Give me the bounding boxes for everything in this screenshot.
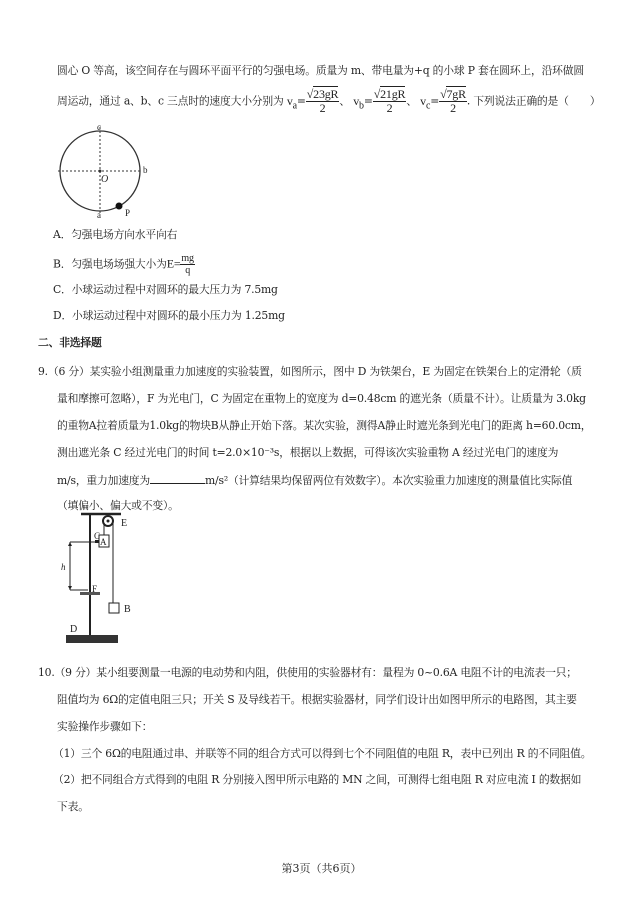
q9-line: 的重物A拉着质量为1.0kg的物块B从静止开始下落。某次实验，测得A静止时遮光条到光电门的距离 h=60.0cm， [57, 419, 592, 432]
q8-stem-line-1: 圆心 O 等高，该空间存在与圆环平面平行的匀强电场。质量为 m、带电量为+q 的小球 P 套在圆环上，沿环做圆 [57, 64, 584, 77]
va-fraction: $\frac{√23gR}{2}$ [306, 87, 339, 115]
ball-p [116, 203, 123, 210]
label-d: D [70, 624, 78, 635]
option-a: A．匀强电场方向水平向右 [53, 228, 178, 241]
q10-line: 10.（9 分）某小组要测量一电源的电动势和内阻，供使用的实验器材有：量程为 0~0.6A 电阻不计的电流表一只； [38, 666, 577, 679]
va-symbol: $v_a$ [286, 93, 297, 111]
label-f: F [92, 584, 98, 594]
section-heading: 二、非选择题 [38, 336, 102, 349]
q8-stem-prefix: 周运动，通过 a、b、c 三点时的速度大小分别为 [57, 94, 284, 108]
q10-line: 实验操作步骤如下： [57, 720, 153, 733]
label-o: O [101, 174, 109, 185]
vb-symbol: $v_b$ [353, 93, 364, 111]
apparatus-figure [58, 510, 148, 648]
q9-line: 测出遮光条 C 经过光电门的时间 t=2.0×10⁻³s，根据以上数据，可得该次实验重物 A 经过光电门的速度为 [57, 446, 559, 459]
circle-figure [50, 122, 160, 218]
label-h: h [61, 562, 66, 572]
label-p: P [125, 208, 131, 218]
vc-fraction: $\frac{√7gR}{2}$ [440, 87, 466, 115]
page-footer: 第3页（共6页） [281, 862, 362, 875]
label-b: b [143, 165, 148, 175]
label-c: C [94, 531, 101, 541]
option-b: B．匀强电场场强大小为E= $\frac{mg}{q}$ [53, 253, 194, 276]
label-c: c [97, 122, 101, 132]
vc-symbol: $v_c$ [420, 93, 431, 111]
vb-fraction: $\frac{√21gR}{2}$ [373, 87, 406, 115]
q9-line: 9.（6 分）某实验小组测量重力加速度的实验装置，如图所示，图中 D 为铁架台，E 为固定在铁架台上的定滑轮（质 [38, 365, 582, 378]
answer-blank [150, 472, 205, 484]
q9-line: m/s，重力加速度为 m/s²（计算结果均保留两位有效数字）。本次实验重力加速度的测量值比实际值 [57, 474, 573, 487]
option-c: C．小球运动过程中对圆环的最大压力为 7.5mg [53, 283, 278, 296]
label-e: E [121, 518, 128, 529]
q10-line: （2）把不同组合方式得到的电阻 R 分别接入图甲所示电路的 MN 之间，可测得七组电阻 R 对应电流 I 的数据如 [53, 773, 582, 786]
label-a: A [100, 537, 107, 547]
label-a: a [97, 210, 101, 218]
label-b: B [124, 604, 131, 615]
q8-stem-line-2: 周运动，通过 a、b、c 三点时的速度大小分别为 $v_a=$ $\frac{√23gR}{2}$ 、 $v_b=$ $\frac{√21gR}{2}$ 、 $v_c=$ $\frac{√7gR}{2}$ . 下列说法正确的是（ ） [57, 87, 601, 115]
q10-line: 阻值均为 6Ω的定值电阻三只；开关 S 及导线若干。根据实验器材，同学们设计出如图甲所示的电路图，其主要 [57, 693, 577, 706]
q10-line: （1）三个 6Ω的电阻通过串、并联等不同的组合方式可以得到七个不同阻值的电阻 R，表中已列出 R 的不同阻值。 [53, 747, 592, 760]
option-d: D．小球运动过程中对圆环的最小压力为 1.25mg [53, 309, 285, 322]
q9-line: （填偏小、偏大或不变）。 [57, 499, 179, 512]
q9-line: 量和摩擦可忽略），F 为光电门，C 为固定在重物上的宽度为 d=0.48cm 的遮光条（质量不计）。让质量为 3.0kg [57, 392, 586, 405]
q10-line: 下表。 [57, 800, 89, 813]
